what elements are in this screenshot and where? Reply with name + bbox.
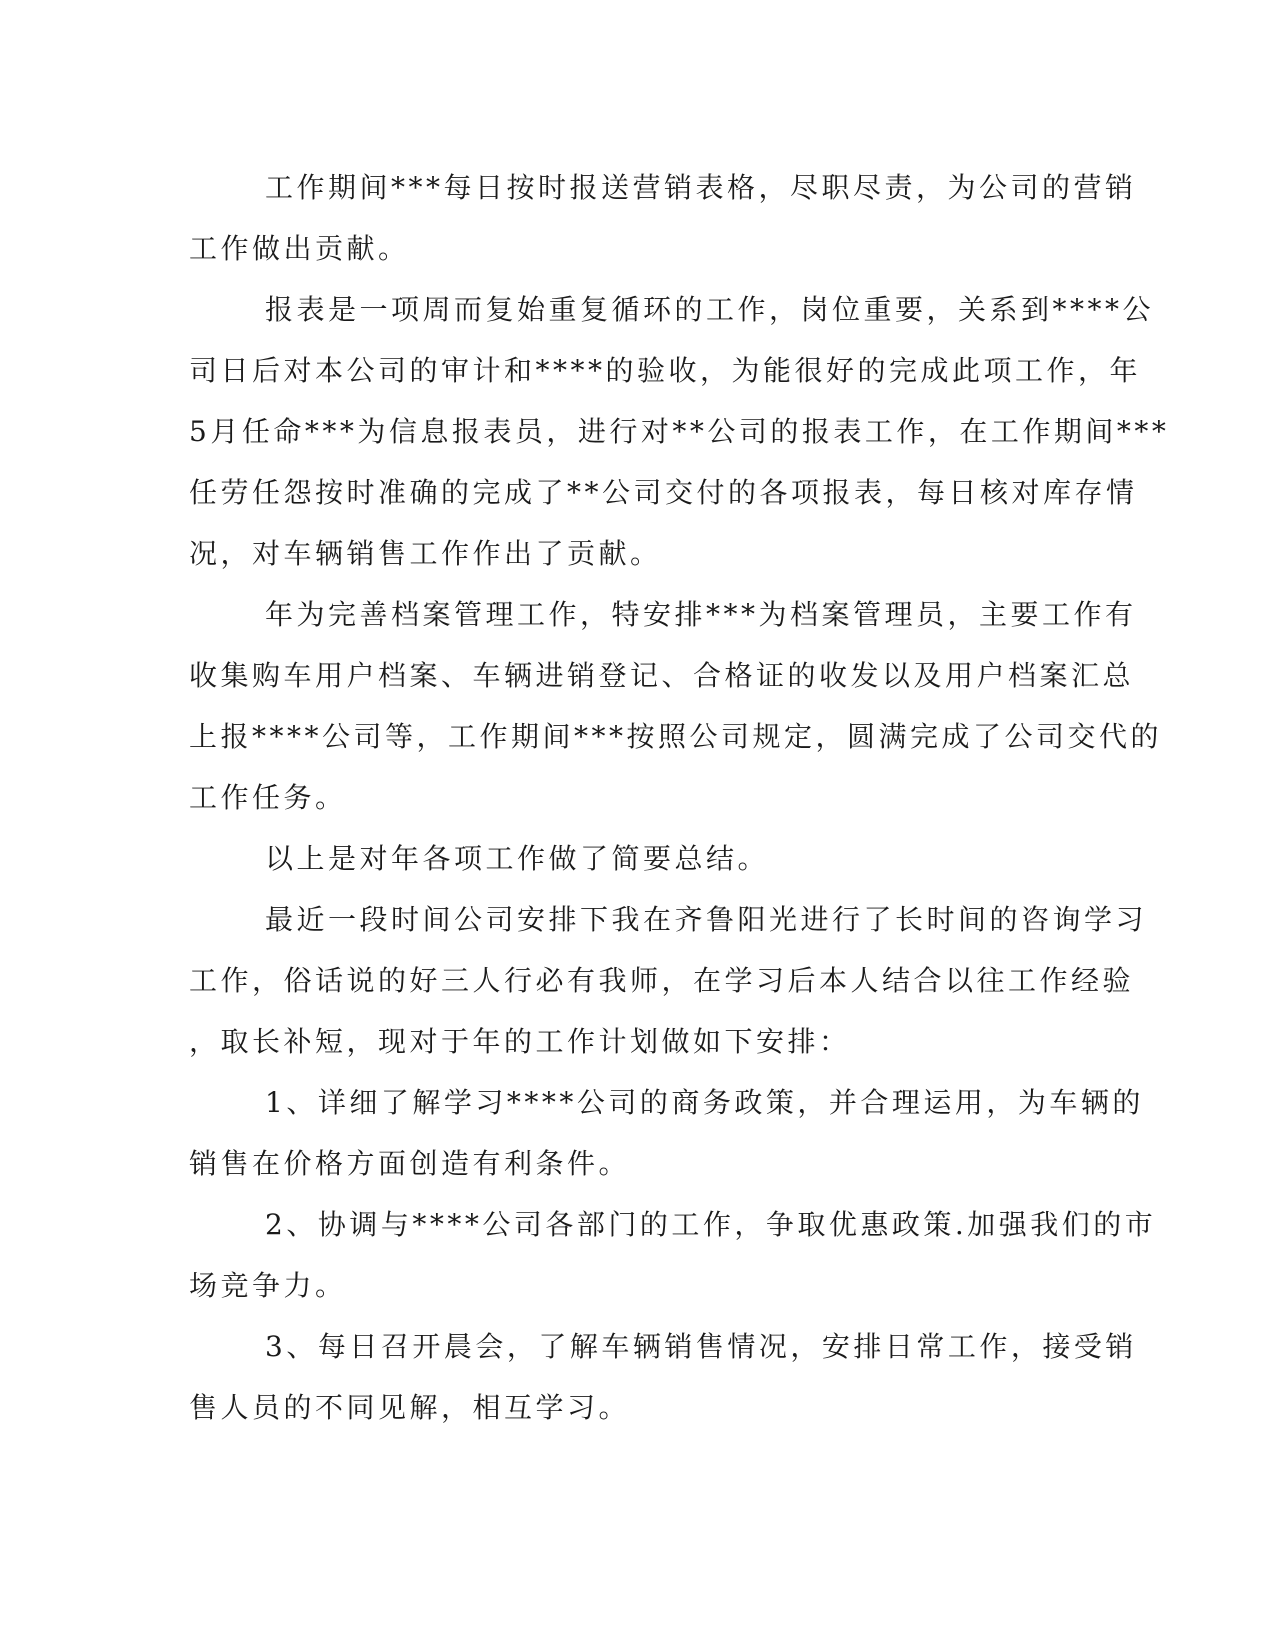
text-line: 况，对车辆销售工作作出了贡献。: [189, 537, 662, 570]
text-line: 3、每日召开晨会，了解车辆销售情况，安排日常工作，接受销: [265, 1330, 1137, 1363]
plan-item-1: [189, 1072, 1144, 1194]
document-body: [189, 157, 1170, 1438]
text-line: 销售在价格方面创造有利条件。: [189, 1147, 631, 1180]
plan-item-3: [189, 1316, 1137, 1438]
text-line: 5月任命***为信息报表员，进行对**公司的报表工作，在工作期间***: [189, 415, 1170, 448]
plan-item-2: [189, 1194, 1157, 1316]
text-line: ，取长补短，现对于年的工作计划做如下安排：: [189, 1025, 851, 1058]
text-line: 报表是一项周而复始重复循环的工作，岗位重要，关系到****公: [265, 293, 1155, 326]
text-line: 工作期间***每日按时报送营销表格，尽职尽责，为公司的营销: [265, 171, 1137, 204]
text-line: 收集购车用户档案、车辆进销登记、合格证的收发以及用户档案汇总: [189, 659, 1135, 692]
text-line: 2、协调与****公司各部门的工作，争取优惠政策.加强我们的市: [265, 1208, 1157, 1241]
paragraph-report-clerk: [189, 279, 1170, 584]
text-line: 司日后对本公司的审计和****的验收，为能很好的完成此项工作，年: [189, 354, 1142, 387]
paragraph-archive-management: [189, 584, 1163, 828]
text-line: 任劳任怨按时准确的完成了**公司交付的各项报表，每日核对库存情: [189, 476, 1138, 509]
paragraph-work-plan-intro: [189, 889, 1148, 1072]
text-line: 年为完善档案管理工作，特安排***为档案管理员，主要工作有: [265, 598, 1137, 631]
text-line: 上报****公司等，工作期间***按照公司规定，圆满完成了公司交代的: [189, 720, 1163, 753]
text-line: 以上是对年各项工作做了简要总结。: [265, 842, 770, 875]
text-line: 工作，俗话说的好三人行必有我师，在学习后本人结合以往工作经验: [189, 964, 1135, 997]
text-line: 售人员的不同见解，相互学习。: [189, 1391, 631, 1424]
text-line: 工作做出贡献。: [189, 232, 410, 265]
paragraph-daily-report: [189, 157, 1137, 279]
text-line: 场竞争力。: [189, 1269, 347, 1302]
paragraph-summary: [189, 828, 1075, 889]
text-line: 最近一段时间公司安排下我在齐鲁阳光进行了长时间的咨询学习: [265, 903, 1148, 936]
text-line: 1、详细了解学习****公司的商务政策，并合理运用，为车辆的: [265, 1086, 1144, 1119]
text-line: 工作任务。: [189, 781, 347, 814]
